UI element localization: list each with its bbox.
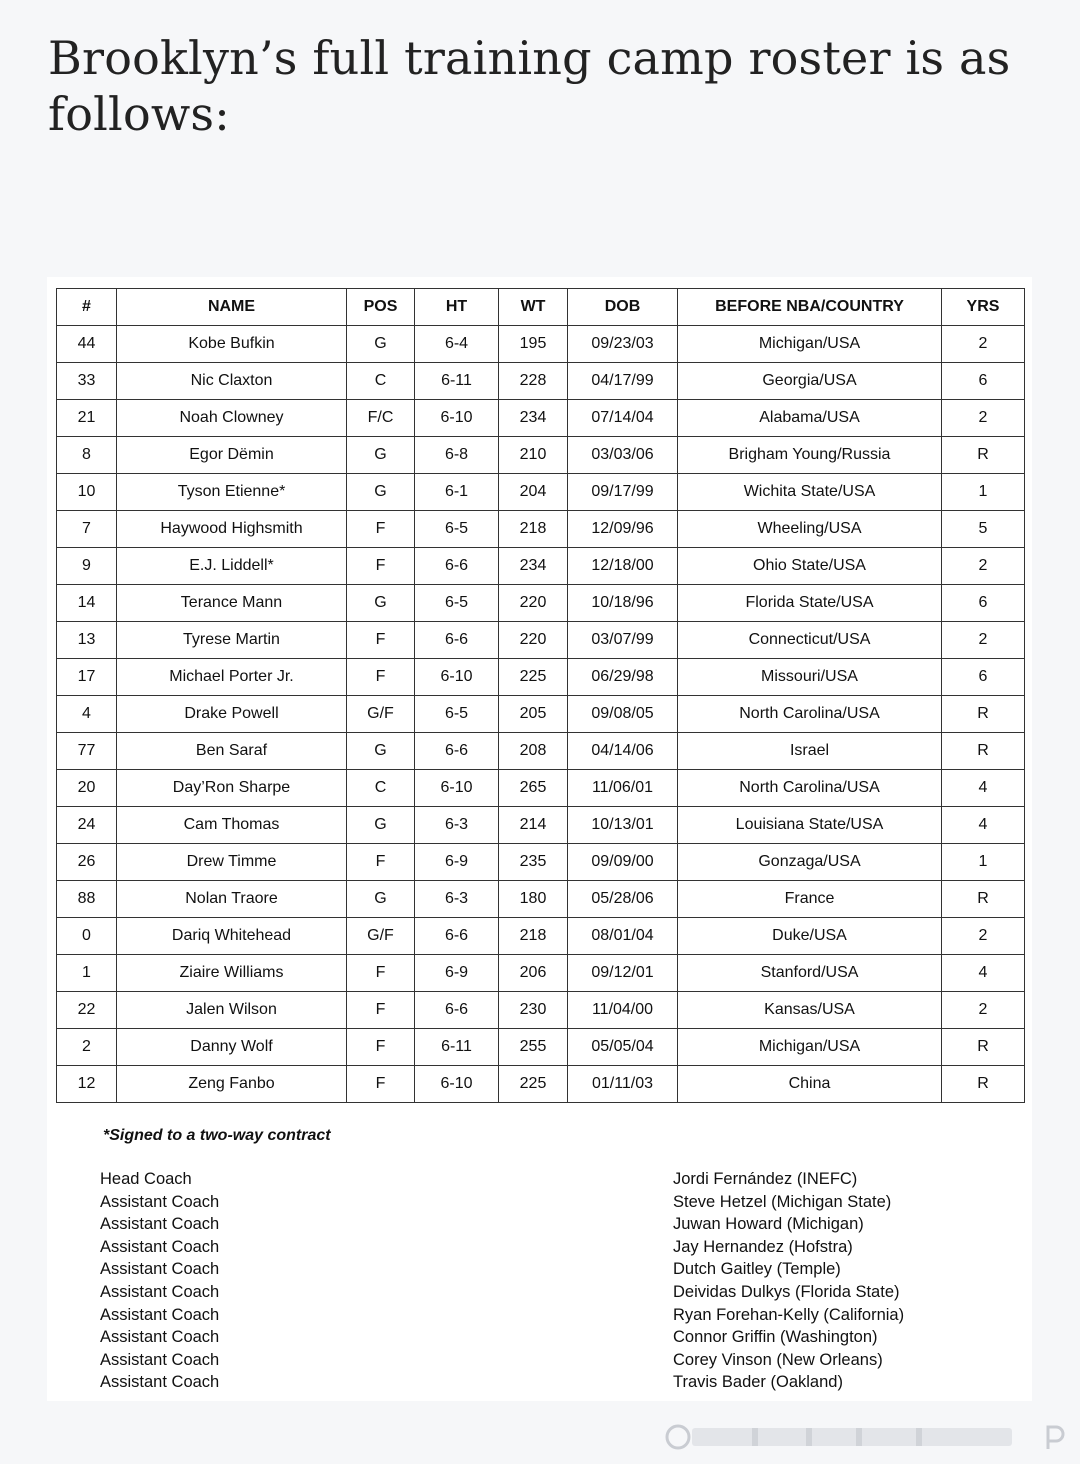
table-cell: R — [942, 1066, 1025, 1103]
table-cell: Wheeling/USA — [678, 511, 942, 548]
table-cell: 225 — [499, 659, 568, 696]
staff-role: Assistant Coach — [100, 1237, 220, 1256]
table-cell: R — [942, 696, 1025, 733]
table-cell: Michael Porter Jr. — [117, 659, 347, 696]
table-cell: 218 — [499, 918, 568, 955]
table-cell: 04/14/06 — [568, 733, 678, 770]
table-cell: Ohio State/USA — [678, 548, 942, 585]
table-cell: 03/03/06 — [568, 437, 678, 474]
staff-name: Connor Griffin (Washington) — [673, 1328, 878, 1347]
table-cell: F/C — [347, 400, 415, 437]
column-header: # — [57, 289, 117, 326]
table-cell: F — [347, 622, 415, 659]
table-cell: 195 — [499, 326, 568, 363]
table-cell: 09/23/03 — [568, 326, 678, 363]
table-cell: Tyson Etienne* — [117, 474, 347, 511]
table-cell: Jalen Wilson — [117, 992, 347, 1029]
table-cell: G — [347, 585, 415, 622]
table-cell: Brigham Young/Russia — [678, 437, 942, 474]
table-cell: 6 — [942, 585, 1025, 622]
table-cell: 05/05/04 — [568, 1029, 678, 1066]
table-cell: North Carolina/USA — [678, 696, 942, 733]
table-cell: Duke/USA — [678, 918, 942, 955]
table-row — [57, 1066, 1025, 1103]
table-cell: 6-6 — [415, 733, 499, 770]
roster-table — [56, 288, 1025, 1103]
staff-row — [100, 1191, 1000, 1214]
table-cell: 21 — [57, 400, 117, 437]
staff-row — [100, 1349, 1000, 1372]
column-header: WT — [499, 289, 568, 326]
staff-role: Assistant Coach — [100, 1260, 220, 1279]
table-cell: F — [347, 1029, 415, 1066]
table-cell: Georgia/USA — [678, 363, 942, 400]
staff-name: Jay Hernandez (Hofstra) — [673, 1237, 853, 1256]
table-cell: F — [347, 992, 415, 1029]
table-cell: G/F — [347, 696, 415, 733]
table-cell: 2 — [57, 1029, 117, 1066]
column-header: BEFORE NBA/COUNTRY — [678, 289, 942, 326]
staff-role: Assistant Coach — [100, 1215, 220, 1234]
staff-row — [100, 1258, 1000, 1281]
table-row — [57, 955, 1025, 992]
staff-role: Assistant Coach — [100, 1328, 220, 1347]
table-cell: 13 — [57, 622, 117, 659]
table-cell: 6-6 — [415, 918, 499, 955]
table-cell: Zeng Fanbo — [117, 1066, 347, 1103]
table-cell: 6-4 — [415, 326, 499, 363]
table-cell: 218 — [499, 511, 568, 548]
table-cell: Wichita State/USA — [678, 474, 942, 511]
table-cell: 12/09/96 — [568, 511, 678, 548]
table-cell: G — [347, 437, 415, 474]
table-cell: Day’Ron Sharpe — [117, 770, 347, 807]
staff-role: Assistant Coach — [100, 1282, 220, 1301]
table-row — [57, 474, 1025, 511]
table-cell: C — [347, 363, 415, 400]
table-cell: 2 — [942, 326, 1025, 363]
table-cell: G — [347, 807, 415, 844]
table-cell: 1 — [942, 474, 1025, 511]
table-row — [57, 622, 1025, 659]
table-cell: North Carolina/USA — [678, 770, 942, 807]
table-cell: F — [347, 548, 415, 585]
table-body — [57, 326, 1025, 1103]
table-cell: Nolan Traore — [117, 881, 347, 918]
table-cell: 230 — [499, 992, 568, 1029]
table-cell: F — [347, 844, 415, 881]
table-cell: 6-11 — [415, 363, 499, 400]
table-cell: 09/17/99 — [568, 474, 678, 511]
table-cell: 234 — [499, 548, 568, 585]
table-cell: 1 — [57, 955, 117, 992]
table-cell: G — [347, 733, 415, 770]
table-cell: 6-8 — [415, 437, 499, 474]
table-cell: 6-10 — [415, 659, 499, 696]
table-cell: 6-1 — [415, 474, 499, 511]
table-cell: 210 — [499, 437, 568, 474]
table-cell: F — [347, 511, 415, 548]
table-cell: 09/08/05 — [568, 696, 678, 733]
table-cell: 20 — [57, 770, 117, 807]
table-row — [57, 696, 1025, 733]
table-cell: 17 — [57, 659, 117, 696]
table-cell: 6-9 — [415, 955, 499, 992]
table-cell: 235 — [499, 844, 568, 881]
table-cell: E.J. Liddell* — [117, 548, 347, 585]
table-cell: 2 — [942, 918, 1025, 955]
table-cell: F — [347, 955, 415, 992]
table-cell: 7 — [57, 511, 117, 548]
table-cell: Kobe Bufkin — [117, 326, 347, 363]
table-row — [57, 326, 1025, 363]
table-cell: 6 — [942, 363, 1025, 400]
table-cell: 09/12/01 — [568, 955, 678, 992]
table-cell: G — [347, 881, 415, 918]
table-cell: Tyrese Martin — [117, 622, 347, 659]
table-cell: 6-6 — [415, 548, 499, 585]
table-cell: Connecticut/USA — [678, 622, 942, 659]
table-cell: 44 — [57, 326, 117, 363]
table-row — [57, 733, 1025, 770]
staff-name: Steve Hetzel (Michigan State) — [673, 1192, 892, 1211]
table-cell: 6-5 — [415, 511, 499, 548]
table-cell: Missouri/USA — [678, 659, 942, 696]
table-cell: Israel — [678, 733, 942, 770]
table-row — [57, 844, 1025, 881]
staff-name: Deividas Dulkys (Florida State) — [673, 1282, 900, 1301]
table-cell: 206 — [499, 955, 568, 992]
table-cell: R — [942, 437, 1025, 474]
table-row — [57, 363, 1025, 400]
table-cell: 11/04/00 — [568, 992, 678, 1029]
column-header: DOB — [568, 289, 678, 326]
table-cell: 14 — [57, 585, 117, 622]
table-cell: 10/13/01 — [568, 807, 678, 844]
staff-role: Assistant Coach — [100, 1192, 220, 1211]
table-row — [57, 511, 1025, 548]
staff-role: Head Coach — [100, 1170, 192, 1188]
staff-row — [100, 1304, 1000, 1327]
staff-row — [100, 1326, 1000, 1349]
table-cell: 225 — [499, 1066, 568, 1103]
table-cell: Terance Mann — [117, 585, 347, 622]
table-cell: Ziaire Williams — [117, 955, 347, 992]
staff-row — [100, 1281, 1000, 1304]
table-cell: 33 — [57, 363, 117, 400]
staff-name: Jordi Fernández (INEFC) — [673, 1170, 858, 1188]
table-cell: 5 — [942, 511, 1025, 548]
table-cell: 6-10 — [415, 400, 499, 437]
staff-name: Juwan Howard (Michigan) — [673, 1215, 864, 1234]
table-cell: 6-5 — [415, 585, 499, 622]
table-cell: 22 — [57, 992, 117, 1029]
table-row — [57, 918, 1025, 955]
table-cell: Dariq Whitehead — [117, 918, 347, 955]
table-row — [57, 1029, 1025, 1066]
table-cell: 9 — [57, 548, 117, 585]
table-cell: 1 — [942, 844, 1025, 881]
table-cell: 234 — [499, 400, 568, 437]
table-cell: 6-10 — [415, 1066, 499, 1103]
staff-role: Assistant Coach — [100, 1305, 220, 1324]
table-cell: 05/28/06 — [568, 881, 678, 918]
table-cell: 228 — [499, 363, 568, 400]
table-cell: 2 — [942, 400, 1025, 437]
table-cell: 6-5 — [415, 696, 499, 733]
table-cell: 8 — [57, 437, 117, 474]
table-cell: 6-6 — [415, 992, 499, 1029]
table-cell: Cam Thomas — [117, 807, 347, 844]
staff-row — [100, 1168, 1000, 1191]
table-row — [57, 807, 1025, 844]
table-cell: 04/17/99 — [568, 363, 678, 400]
table-cell: 2 — [942, 992, 1025, 1029]
table-cell: 88 — [57, 881, 117, 918]
table-cell: 255 — [499, 1029, 568, 1066]
table-cell: Alabama/USA — [678, 400, 942, 437]
table-cell: 6 — [942, 659, 1025, 696]
table-cell: Noah Clowney — [117, 400, 347, 437]
staff-name: Travis Bader (Oakland) — [673, 1373, 843, 1392]
roster-document — [47, 277, 1032, 1401]
table-cell: F — [347, 659, 415, 696]
table-cell: 4 — [942, 807, 1025, 844]
table-cell: 4 — [942, 955, 1025, 992]
table-cell: France — [678, 881, 942, 918]
table-cell: Kansas/USA — [678, 992, 942, 1029]
table-row — [57, 585, 1025, 622]
staff-name: Ryan Forehan-Kelly (California) — [673, 1305, 905, 1324]
table-cell: Nic Claxton — [117, 363, 347, 400]
table-cell: 01/11/03 — [568, 1066, 678, 1103]
table-row — [57, 400, 1025, 437]
table-cell: 07/14/04 — [568, 400, 678, 437]
two-way-contract-note: *Signed to a two-way contract — [103, 1127, 331, 1144]
staff-name: Corey Vinson (New Orleans) — [673, 1350, 883, 1369]
table-cell: 26 — [57, 844, 117, 881]
table-cell: Egor Dëmin — [117, 437, 347, 474]
column-header: POS — [347, 289, 415, 326]
watermark-logo — [656, 1422, 1070, 1452]
table-cell: Drew Timme — [117, 844, 347, 881]
table-cell: 10/18/96 — [568, 585, 678, 622]
staff-name: Dutch Gaitley (Temple) — [673, 1260, 841, 1279]
table-cell: R — [942, 881, 1025, 918]
table-cell: 6-11 — [415, 1029, 499, 1066]
table-row — [57, 881, 1025, 918]
table-cell: Gonzaga/USA — [678, 844, 942, 881]
table-cell: Louisiana State/USA — [678, 807, 942, 844]
table-cell: 4 — [57, 696, 117, 733]
table-cell: G — [347, 326, 415, 363]
table-row — [57, 659, 1025, 696]
table-cell: 08/01/04 — [568, 918, 678, 955]
table-cell: R — [942, 733, 1025, 770]
table-cell: Stanford/USA — [678, 955, 942, 992]
table-row — [57, 437, 1025, 474]
table-cell: C — [347, 770, 415, 807]
table-cell: Michigan/USA — [678, 1029, 942, 1066]
staff-row — [100, 1236, 1000, 1259]
table-cell: G/F — [347, 918, 415, 955]
column-header: NAME — [117, 289, 347, 326]
table-cell: 214 — [499, 807, 568, 844]
table-cell: 11/06/01 — [568, 770, 678, 807]
table-cell: Haywood Highsmith — [117, 511, 347, 548]
table-cell: 6-3 — [415, 881, 499, 918]
column-header: YRS — [942, 289, 1025, 326]
table-cell: 204 — [499, 474, 568, 511]
table-cell: 77 — [57, 733, 117, 770]
table-cell: 2 — [942, 548, 1025, 585]
table-row — [57, 770, 1025, 807]
table-cell: Danny Wolf — [117, 1029, 347, 1066]
staff-row — [100, 1213, 1000, 1236]
table-cell: 03/07/99 — [568, 622, 678, 659]
table-cell: F — [347, 1066, 415, 1103]
table-cell: 2 — [942, 622, 1025, 659]
table-row — [57, 992, 1025, 1029]
table-cell: G — [347, 474, 415, 511]
table-cell: Drake Powell — [117, 696, 347, 733]
table-cell: 208 — [499, 733, 568, 770]
column-header: HT — [415, 289, 499, 326]
table-cell: 220 — [499, 585, 568, 622]
table-cell: 6-9 — [415, 844, 499, 881]
table-cell: 6-10 — [415, 770, 499, 807]
table-cell: 6-3 — [415, 807, 499, 844]
table-cell: 24 — [57, 807, 117, 844]
table-cell: 10 — [57, 474, 117, 511]
table-cell: R — [942, 1029, 1025, 1066]
staff-role: Assistant Coach — [100, 1350, 220, 1369]
coaching-staff-list — [100, 1168, 1000, 1394]
staff-row — [100, 1371, 1000, 1394]
table-cell: 6-6 — [415, 622, 499, 659]
table-cell: Ben Saraf — [117, 733, 347, 770]
table-cell: 0 — [57, 918, 117, 955]
table-cell: China — [678, 1066, 942, 1103]
staff-role: Assistant Coach — [100, 1373, 220, 1392]
table-cell: Michigan/USA — [678, 326, 942, 363]
table-cell: 4 — [942, 770, 1025, 807]
table-cell: 265 — [499, 770, 568, 807]
table-cell: Florida State/USA — [678, 585, 942, 622]
table-row — [57, 548, 1025, 585]
table-header-row — [57, 289, 1025, 326]
table-cell: 06/29/98 — [568, 659, 678, 696]
table-cell: 09/09/00 — [568, 844, 678, 881]
table-cell: 12 — [57, 1066, 117, 1103]
table-cell: 180 — [499, 881, 568, 918]
table-cell: 12/18/00 — [568, 548, 678, 585]
table-cell: 205 — [499, 696, 568, 733]
post-headline: Brooklyn’s full training camp roster is as follows: — [48, 31, 1011, 141]
table-cell: 220 — [499, 622, 568, 659]
